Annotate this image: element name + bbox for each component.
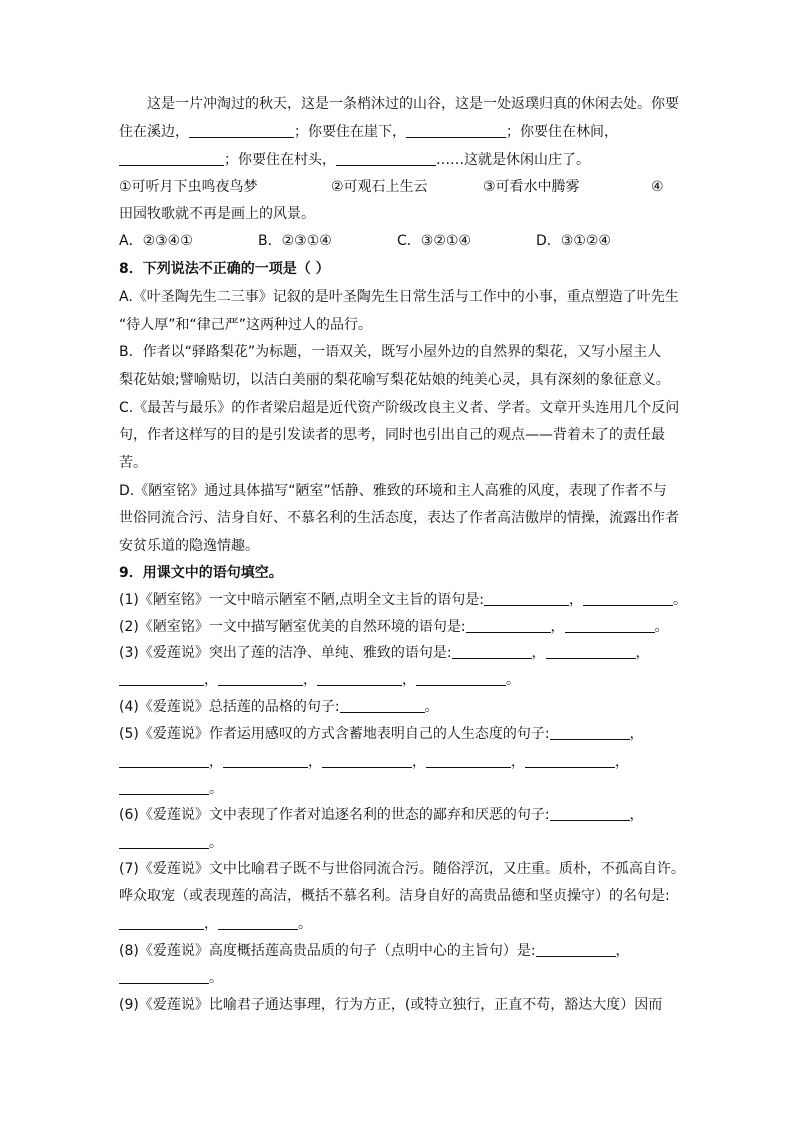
fill-blank[interactable] [189,123,294,138]
q9-sub-7-line-2: 哗众取宠（或表现莲的高洁，概括不慕名利。洁身自好的高贵品德和坚贞操守）的名句是: [119,888,670,904]
q8-option-c-line-3: 苦。 [119,455,147,471]
comma: ， [511,754,525,770]
comma: ， [204,672,218,688]
q8-option-c-line-1: C.《最苦与最乐》的作者梁启超是近代资产阶级改良主义者、学者。文章开头连用几个反问 [119,400,680,416]
q8-option-d-line-1: D.《陋室铭》通过具体描写“陋室”恬静、雅致的环境和主人高雅的风度，表现了作者不与 [119,483,667,499]
option-d[interactable]: D．③①②④ [536,233,611,249]
fill-blank[interactable] [322,753,412,768]
fill-blank[interactable] [416,671,506,686]
q9-sub-6 [119,805,679,825]
fill-blank[interactable] [119,671,204,686]
q7-text: 住在溪边， [119,124,189,140]
comma: ， [569,592,583,608]
fill-blank[interactable] [406,123,506,138]
q9-sub-8-cont [119,968,679,988]
q8-option-b-line-2: 梨花姑娘;譬喻贴切，以洁白美丽的梨花喻写梨花姑娘的纯美心灵，具有深刻的象征意义。 [119,372,670,388]
q7-paragraph-line-2 [119,122,679,142]
fill-blank[interactable] [119,780,209,795]
q9-sub-7-blanks [119,914,679,934]
option-b[interactable]: B．②③①④ [258,233,332,249]
q8-option-a-line-2: “待人厚”和“律己严”这两种过人的品行。 [119,317,373,333]
period: 。 [506,672,520,688]
comma: ， [629,726,644,742]
fill-blank[interactable] [426,753,511,768]
fill-blank[interactable] [218,915,298,930]
comma: ， [629,807,644,823]
period: 。 [209,781,223,797]
q7-paragraph-line-3 [119,150,679,170]
q9-prompt: (5)《爱莲说》作者运用感叹的方式含蓄地表明自己的人生态度的句子: [119,726,550,742]
fill-blank[interactable] [466,618,551,633]
q9-prompt: (2)《陋室铭》一文中描写陋室优美的自然环境的语句是: [119,619,466,635]
option-a[interactable]: A．②③④① [119,233,193,249]
q9-prompt: (3)《爱莲说》突出了莲的洁净、单纯、雅致的语句是: [119,645,452,661]
q7-text: ；你要住在林间， [506,124,618,140]
q7-text: ；你要住在村头， [224,152,336,168]
q9-sub-5-cont-2 [119,779,679,799]
fill-blank[interactable] [119,753,209,768]
q7-paragraph-line-1: 这是一片冲淘过的秋天，这是一条梢沐过的山谷，这是一处返璞归真的休闲去处。你要 [147,96,679,112]
q9-sub-4 [119,697,679,717]
q9-sub-5-cont [119,752,679,772]
period: 。 [209,970,223,986]
period: 。 [298,916,312,932]
q9-sub-9: (9)《爱莲说》比喻君子通达事理，行为方正，(或特立独行，正直不苟，豁达大度）因而 [119,997,663,1013]
q9-sub-3-cont [119,670,679,690]
q7-item: ④ [651,179,664,195]
comma: ， [615,754,629,770]
q9-sub-2 [119,617,679,637]
option-c[interactable]: C．③②①④ [397,233,471,249]
fill-blank[interactable] [336,151,436,166]
q8-option-a-line-1: A.《叶圣陶先生二三事》记叙的是叶圣陶先生日常生活与工作中的小事，重点塑造了叶先生 [119,289,679,305]
fill-blank[interactable] [484,591,569,606]
fill-blank[interactable] [119,915,204,930]
comma: ， [303,672,317,688]
q7-options [119,231,679,251]
fill-blank[interactable] [550,806,630,821]
comma: ， [531,645,546,661]
fill-blank[interactable] [452,644,532,659]
q9-sub-3 [119,643,679,663]
q8-option-b-line-1: B．作者以“驿路梨花”为标题，一语双关，既写小屋外边的自然界的梨花，又写小屋主人 [119,344,662,360]
comma: ， [209,754,223,770]
comma: ， [412,754,426,770]
q7-item: ①可听月下虫鸣夜鸟梦 [119,179,258,195]
period: 。 [424,699,439,715]
fill-blank[interactable] [340,698,425,713]
q8-option-d-line-2: 世俗同流合污、洁身自好、不慕名利的生活态度，表达了作者高洁傲岸的情操，流露出作者 [119,510,679,526]
fill-blank[interactable] [119,969,209,984]
q9-sub-8 [119,941,679,961]
fill-blank[interactable] [223,753,308,768]
comma: ， [204,916,218,932]
fill-blank[interactable] [218,671,303,686]
q9-prompt: (1)《陋室铭》一文中暗示陋室不陋,点明全文主旨的语句是: [119,592,484,608]
fill-blank[interactable] [546,644,636,659]
q8-option-d-line-3: 安贫乐道的隐逸情趣。 [119,538,259,554]
q7-items-line [119,177,679,197]
fill-blank[interactable] [317,671,402,686]
q9-sub-7-line-1: (7)《爱莲说》文中比喻君子既不与世俗同流合污。随俗浮沉，又庄重。质朴，不孤高自许。 [119,861,685,877]
fill-blank[interactable] [525,753,615,768]
q9-prompt: (8)《爱莲说》高度概括莲高贵品质的句子（点明中心的主旨句）是: [119,943,536,959]
q9-sub-1 [119,590,687,610]
period: 。 [673,592,687,608]
fill-blank[interactable] [550,725,630,740]
q9-title: 9．用课文中的语句填空。 [119,565,283,581]
q7-item: ②可观石上生云 [331,179,428,195]
fill-blank[interactable] [536,942,616,957]
period: 。 [654,619,669,635]
period: 。 [209,835,223,851]
q9-prompt: (6)《爱莲说》文中表现了作者对追逐名利的世态的鄙弃和厌恶的句子: [119,807,550,823]
q7-item: ③可看水中腾雾 [483,179,580,195]
q7-item-4-text: 田园牧歌就不再是画上的风景。 [119,206,315,222]
q7-text: ；你要住在崖下， [294,124,406,140]
comma: ， [308,754,322,770]
q7-text: ……这就是休闲山庄了。 [436,152,590,168]
q9-sub-6-cont [119,833,679,853]
comma: ， [615,943,630,959]
fill-blank[interactable] [583,591,673,606]
q8-option-c-line-2: 句，作者这样写的目的是引发读者的思考，同时也引出自己的观点——背着未了的责任最 [119,427,665,443]
fill-blank[interactable] [119,151,224,166]
q8-title: 8．下列说法不正确的一项是（ ） [119,261,330,277]
fill-blank[interactable] [119,834,209,849]
q9-sub-5 [119,724,679,744]
comma: ， [402,672,416,688]
comma: ， [635,645,650,661]
q9-prompt: (4)《爱莲说》总括莲的品格的句子: [119,699,340,715]
comma: ， [550,619,565,635]
fill-blank[interactable] [565,618,655,633]
